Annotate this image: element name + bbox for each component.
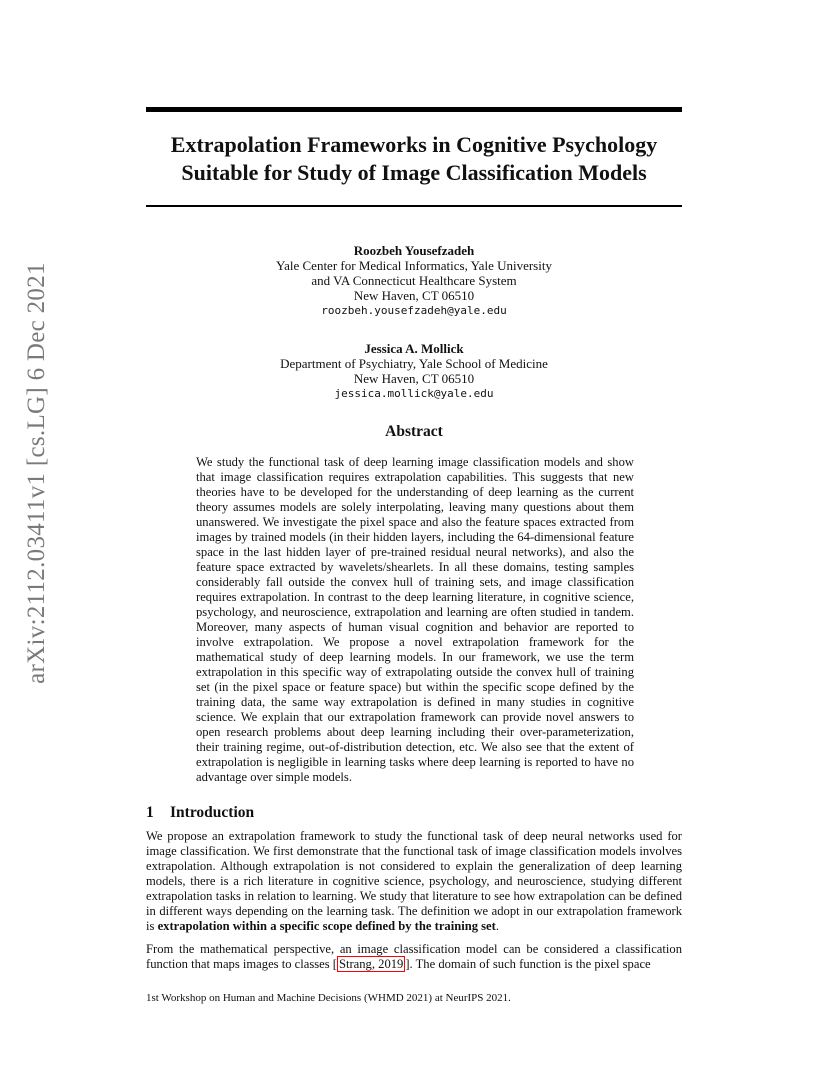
title-line-1: Extrapolation Frameworks in Cognitive Psychology <box>170 132 658 157</box>
section-heading-introduction <box>146 804 682 822</box>
author-affiliation: and VA Connecticut Healthcare System <box>311 273 517 288</box>
author-address: New Haven, CT 06510 <box>353 371 475 386</box>
author-address: New Haven, CT 06510 <box>353 288 475 303</box>
author-block-2 <box>146 341 682 401</box>
author-email: jessica.mollick@yale.edu <box>334 387 494 400</box>
citation-link[interactable]: Strang, 2019 <box>338 957 404 971</box>
arxiv-identifier: arXiv:2112.03411v1 [cs.LG] 6 Dec 2021 <box>23 262 50 684</box>
arxiv-watermark <box>0 0 60 1072</box>
author-block-1 <box>146 243 682 318</box>
intro-p2-before: From the mathematical perspective, an image classification model can be considered a classification function that maps images to classes [ <box>146 942 682 971</box>
intro-paragraph-2 <box>146 942 682 972</box>
abstract-body: We study the functional task of deep learning image classification models and show that image classification requires extrapolation capabilities. This suggests that new theories have to be developed for the understanding of deep learning as the current theory assumes models are solely interpolating, leaving many questions about them unanswered. We investigate the pixel space and also the feature spaces extracted from images by trained models (in their hidden layers, including the 64-dimensional feature space in the last hidden layer of pre-trained residual neural networks), and also the feature space extracted by wavelets/shearlets. In all these domains, testing samples considerably fall outside the convex hull of training sets, and image classification requires extrapolation. In contrast to the deep learning literature, in cognitive science, psychology, and neuroscience, extrapolation and learning are often studied in tandem. Moreover, many aspects of human visual cognition and behavior are reported to involve extrapolation. We propose a novel extrapolation framework for the mathematical study of deep learning models. In our framework, we use the term extrapolation in this specific way of extrapolating outside the convex hull of training set (in the pixel space or feature space) but within the specific scope defined by the training data, the same way extrapolation is defined in many studies in cognitive science. We explain that our extrapolation framework can provide novel answers to open research problems about deep learning including their over-parameterization, their training regime, out-of-distribution detection, etc. We also see that the extent of extrapolation is negligible in learning tasks where deep learning is reported to have no advantage over simple models. <box>196 455 634 784</box>
intro-p1-text: We propose an extrapolation framework to study the functional task of deep neural networks used for image classification. We first demonstrate that the functional task of image classification models involves extrapolation. Although extrapolation is not considered to explain the generalization of deep learning models, there is a rich literature in cognitive science, psychology, and neuroscience, studying different extrapolation tasks in relation to learning. We study that literature to see how extrapolation can be defined in different ways depending on the learning task. The definition we adopt in our extrapolation framework is <box>146 829 682 933</box>
intro-p1-bold-definition: extrapolation within a specific scope defined by the training set <box>157 919 496 933</box>
title-rule-top <box>146 107 682 112</box>
title-line-2: Suitable for Study of Image Classification Models <box>181 160 647 185</box>
title-rule-bottom <box>146 205 682 207</box>
author-email: roozbeh.yousefzadeh@yale.edu <box>321 304 507 317</box>
abstract-heading: Abstract <box>385 423 443 440</box>
intro-p2-after: ]. The domain of such function is the pixel space <box>405 957 651 971</box>
section-title: Introduction <box>170 804 255 821</box>
paper-title <box>146 131 682 187</box>
workshop-footnote: 1st Workshop on Human and Machine Decisions (WHMD 2021) at NeurIPS 2021. <box>146 992 511 1004</box>
section-number: 1 <box>146 804 154 821</box>
intro-paragraph-1 <box>146 829 682 934</box>
author-affiliation: Yale Center for Medical Informatics, Yale University <box>276 258 552 273</box>
author-name: Jessica A. Mollick <box>364 341 464 356</box>
intro-p1-end: . <box>495 919 499 933</box>
author-name: Roozbeh Yousefzadeh <box>353 243 475 258</box>
author-affiliation: Department of Psychiatry, Yale School of Medicine <box>280 356 548 371</box>
